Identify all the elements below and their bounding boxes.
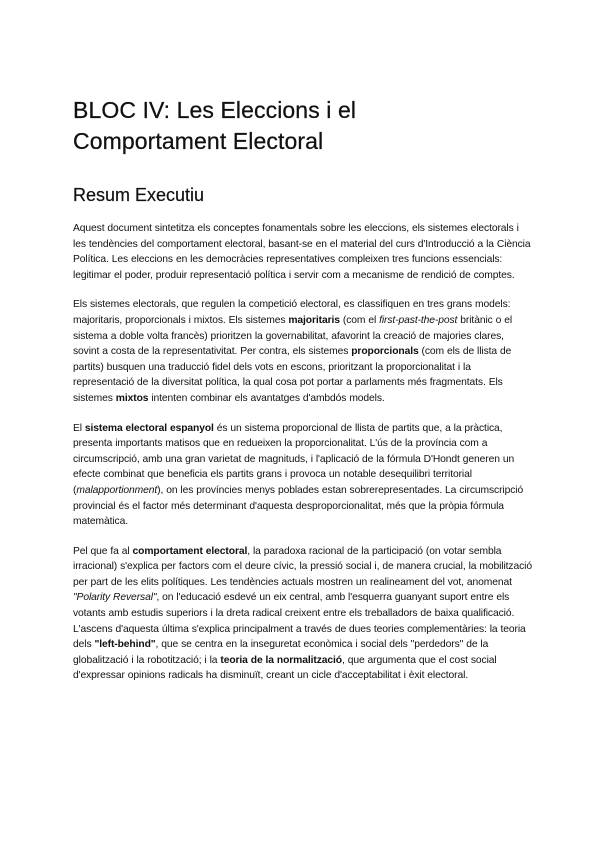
text-run: ), on les províncies menys poblades estan sobrerepresentades. La circumscripció provincial és el factor més determinant d'aquesta desproporcionalitat, més que la pròpia fórmula matemàtica. (73, 484, 524, 528)
text-run: (com el (339, 314, 380, 326)
text-run: britànic o el sistema a doble volta francès) prioritzen la governabilitat, afavorint la creació de majories clares, sovint a costa de la representativitat. Per contra, els sistemes (73, 314, 513, 358)
title-line-2: Comportament Electoral (73, 128, 324, 154)
italic-term: first-past-the-post (379, 314, 458, 326)
text-run: , la paradoxa racional de la participació (on votar sembla irracional) s'explica per factors com el deure cívic, la pressió social i, de manera crucial, la mobilització per part de les elits polítiques. Les tendències actuals mostren un realineament del vot, anomenat (73, 545, 532, 588)
bold-term: "left-behind" (94, 639, 156, 651)
text-run: Els sistemes electorals, que regulen la competició electoral, es classifiquen en tres grans models: majoritaris, proporcionals i mixtos. Els sistemes (73, 299, 511, 326)
text-run: Pel que fa al (73, 545, 133, 557)
document-title (73, 95, 533, 157)
bold-term: teoria de la normalització (220, 654, 342, 666)
italic-term: "Polarity Reversal" (73, 592, 157, 604)
bold-term: majoritaris (288, 314, 340, 326)
title-line-1: BLOC IV: Les Eleccions i el (73, 97, 357, 123)
bold-term: sistema electoral espanyol (84, 422, 214, 434)
section-heading: Resum Executiu (73, 185, 205, 205)
text-run: (com els de llista de partits) busquen una traducció fidel dels vots en escons, prioritzant la proporcionalitat i la representació de la diversitat política, la qual cosa pot portar a parlaments més fragmentats. Els sistemes (73, 346, 512, 404)
paragraph-electoral-systems (73, 297, 533, 406)
text-run: El (73, 422, 85, 434)
italic-term: malapportionment (76, 484, 158, 496)
paragraph-intro: Aquest document sintetitza els conceptes fonamentals sobre les eleccions, els sistemes electorals i les tendències del comportament electoral, basant-se en el material del curs d'Introducció a la Ciència Política. Les eleccions en les democràcies representatives compleixen tres funcions essencials: legitimar el poder, produir representació política i servir com a mecanisme de rendició de comptes. (73, 223, 531, 281)
text-run: , que se centra en la inseguretat econòmica i social dels "perdedors" de la globalització i la robotització; i la (73, 639, 489, 666)
text-run: , on l'educació esdevé un eix central, amb l'esquerra guanyant suport entre els votants amb estudis superiors i la dreta radical creixent entre els treballadors de baixa qualificació. L'ascens d'aquesta última s'explica principalment a través de dues teories complementàries: la teoria dels (73, 592, 526, 651)
text-run: intenten combinar els avantatges d'ambdós models. (148, 392, 385, 404)
paragraph-electoral-behaviour (73, 544, 533, 684)
bold-term: comportament electoral (132, 545, 248, 557)
text-run: és un sistema proporcional de llista de partits que, a la pràctica, presenta importants matisos que en redueixen la proporcionalitat. L'ús de la província com a circumscripció, amb una gran varietat de magnituds, i l'aplicació de la fórmula D'Hondt generen un efecte combinat que beneficia els partits grans i provoca un notable desequilibri territorial ( (73, 422, 515, 496)
bold-term: proporcionals (351, 346, 419, 358)
document-page (73, 95, 533, 684)
paragraph-spanish-system (73, 421, 533, 530)
text-run: , que argumenta que el cost social d'expressar opinions radicals ha disminuït, creant un cicle d'acceptabilitat i èxit electoral. (73, 654, 497, 682)
bold-term: mixtos (115, 392, 149, 404)
